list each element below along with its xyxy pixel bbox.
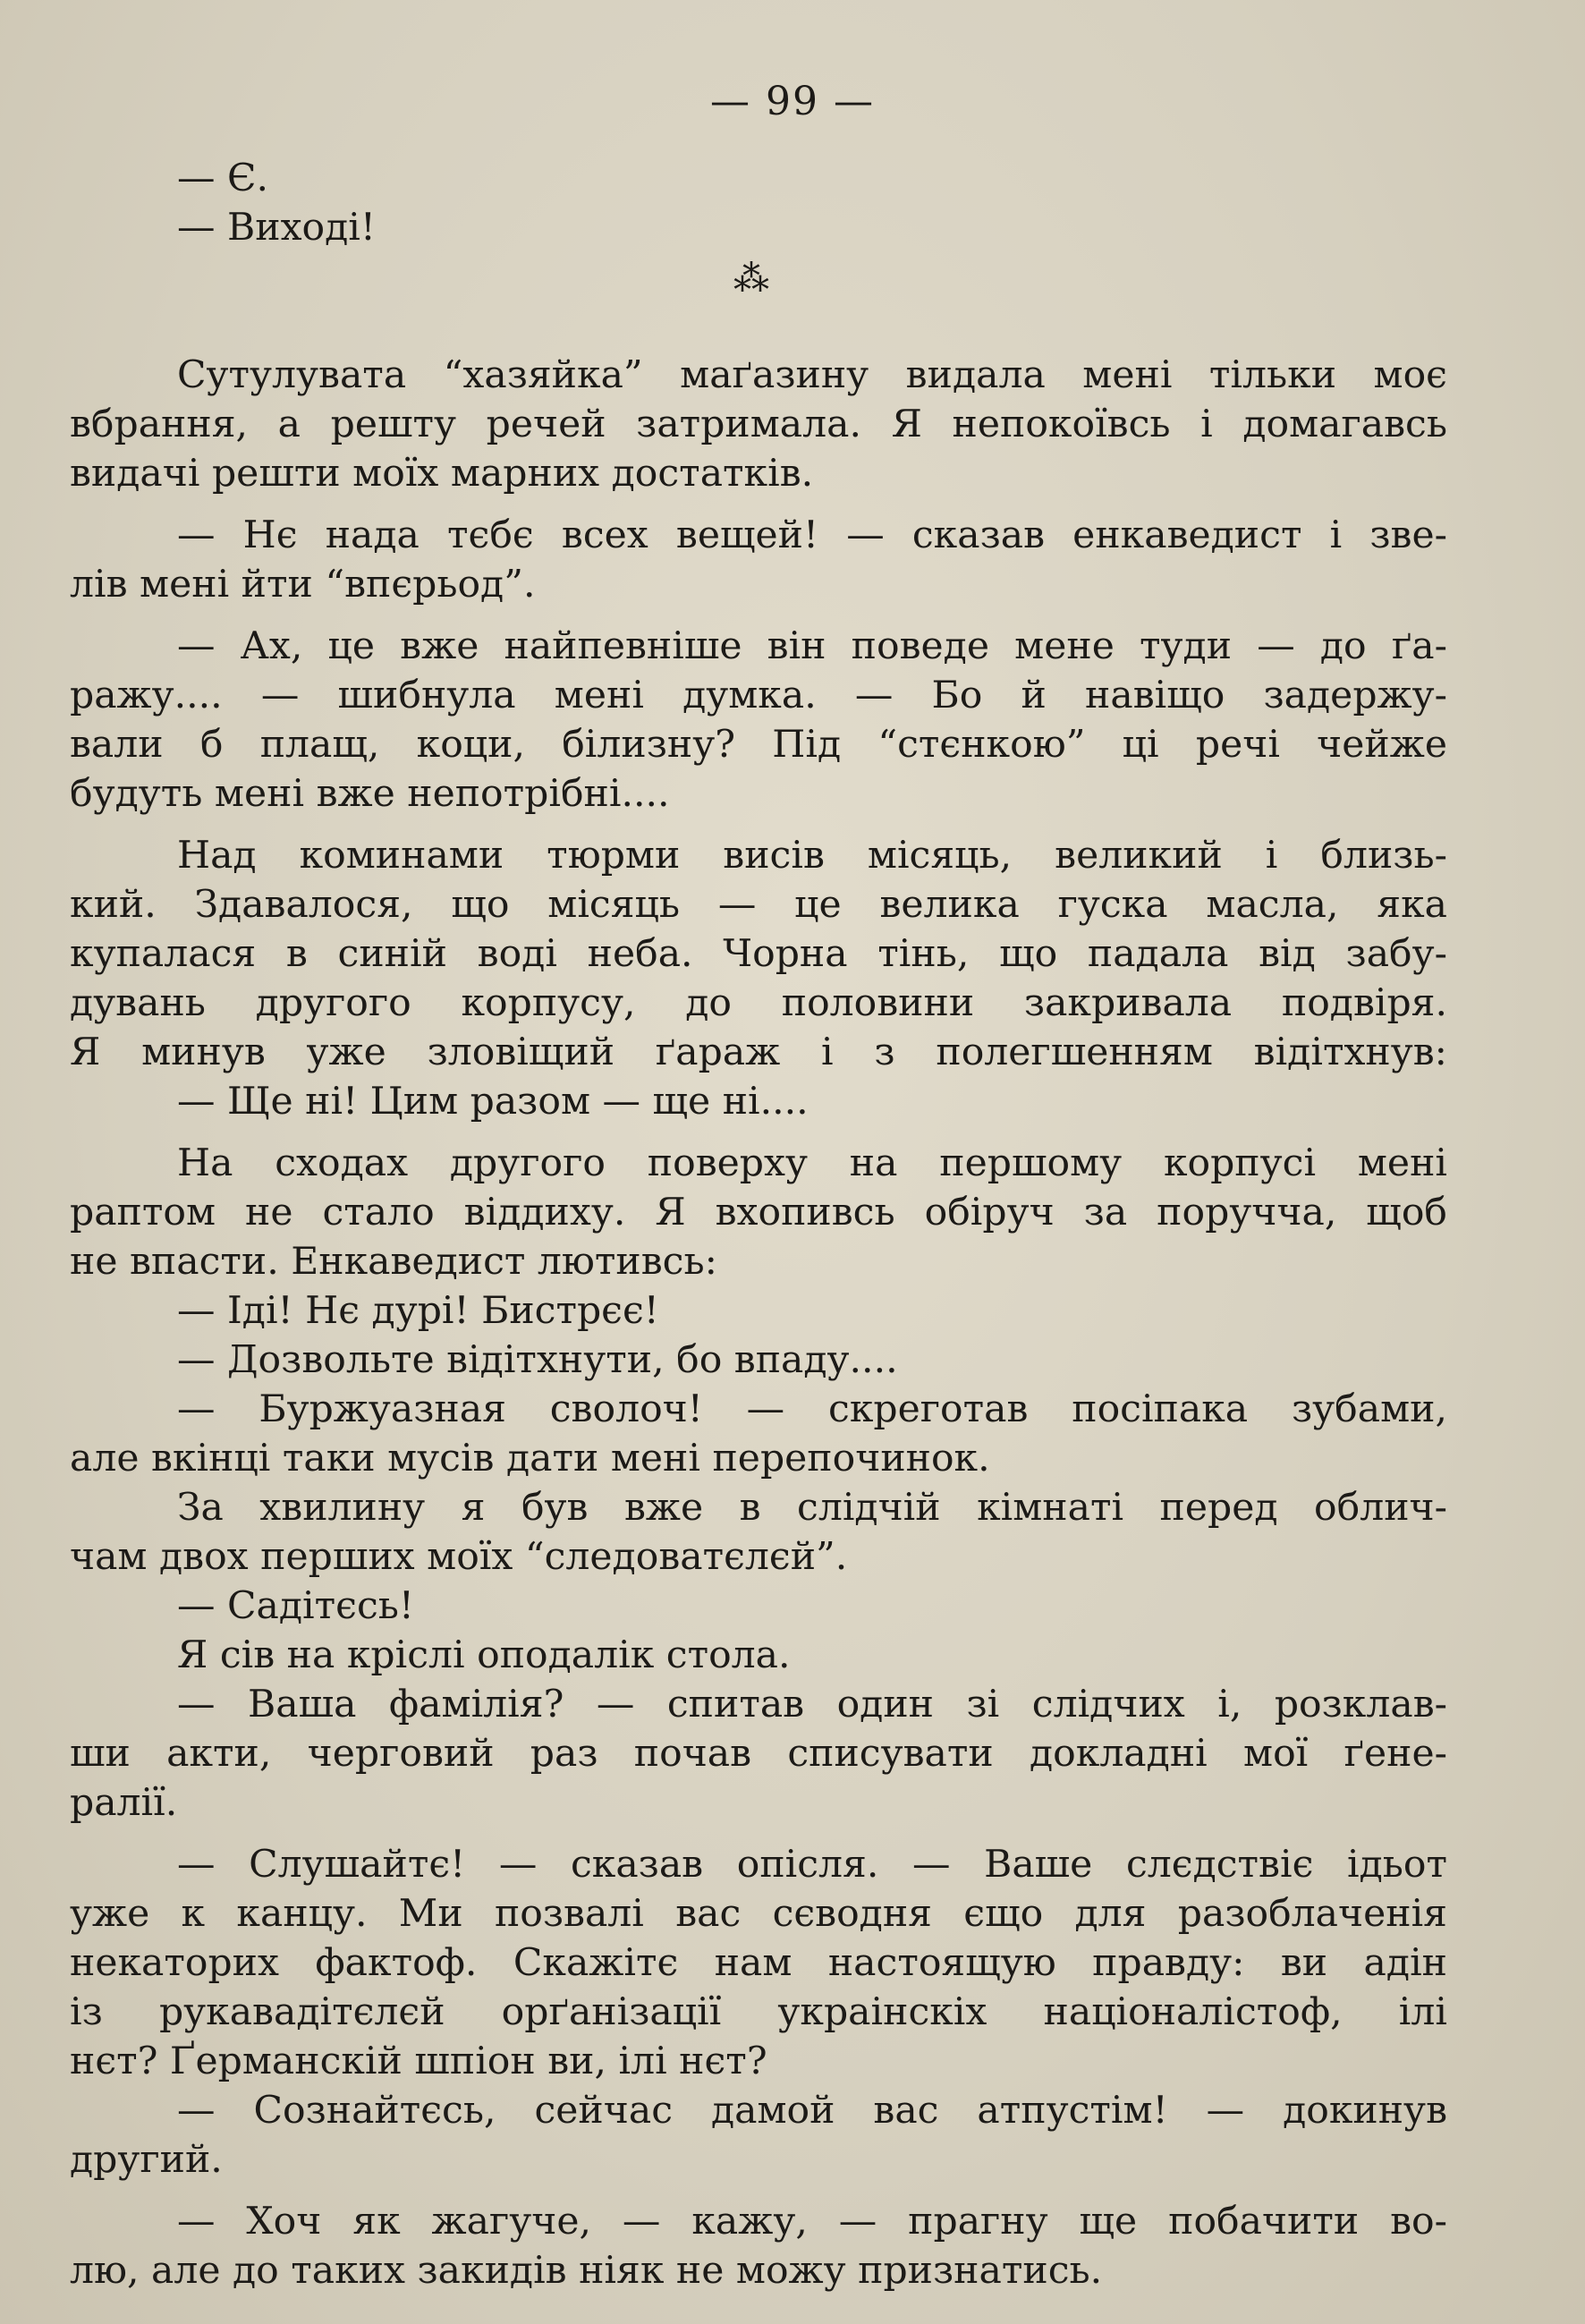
text-line: — Виході! xyxy=(177,206,376,250)
text-line: — Хоч як жагуче, — кажу, — прагну ще побачити во- xyxy=(177,2200,1447,2243)
paragraph-gap xyxy=(70,498,1447,511)
text-line xyxy=(70,301,1447,351)
paragraph-gap xyxy=(70,1828,1447,1840)
text-line: але вкінці таки мусів дати мені перепочинок. xyxy=(70,1437,990,1480)
text-line: раптом не стало віддиху. Я вхопивсь обіруч за поручча, щоб xyxy=(70,1191,1447,1234)
text-line: лів мені йти “впєрьод”. xyxy=(70,563,536,606)
text-line: — Слушайтє! — сказав опісля. — Ваше слєдствіє ідьот xyxy=(177,1843,1447,1887)
text-line: Я сів на кріслі оподалік стола. xyxy=(177,1633,791,1677)
text-line: нєт? Ґерманскій шпіон ви, ілі нєт? xyxy=(70,2040,767,2083)
text-line: Сутулувата “хазяйка” маґазину видала мені тільки моє xyxy=(177,353,1447,397)
text-line: — Сознайтєсь, сейчас дамой вас атпустім! — докинув xyxy=(177,2089,1447,2133)
paragraph-gap xyxy=(70,609,1447,622)
text-line: — Ваша фамілія? — спитав один зі слідчих і, розклав- xyxy=(177,1683,1447,1726)
text-line: дувань другого корпусу, до половини закривала подвіря. xyxy=(70,981,1447,1025)
text-line: будуть мені вже непотрібні.... xyxy=(70,772,670,816)
text-line: із рукавадітєлєй орґанізації украінскіх націоналістоф, ілі xyxy=(70,1990,1447,2034)
text-line: — Ах, це вже найпевніше він поведе мене туди — до ґа- xyxy=(177,624,1447,668)
asterism-ornament: ⁂ xyxy=(733,259,769,300)
text-line: уже к канцу. Ми позвалі вас сєводня єщо для разоблаченія xyxy=(70,1892,1447,1936)
text-line: — Іді! Нє дурі! Бистрєє! xyxy=(177,1289,659,1333)
paragraph-gap xyxy=(70,1126,1447,1139)
text-line: ражу.... — шибнула мені думка. — Бо й навіщо задержу- xyxy=(70,674,1447,717)
text-line: — Є. xyxy=(177,157,269,200)
text-line: вали б плащ, коци, білизну? Під “стєнкою” ці речі чейже xyxy=(70,723,1447,767)
text-line: — Буржуазная сволоч! — скреготав посіпака зубами, xyxy=(177,1387,1447,1431)
paragraph-gap xyxy=(70,818,1447,831)
text-line: лю, але до таких закидів ніяк не можу признатись. xyxy=(70,2249,1103,2293)
page-body-text xyxy=(70,154,1447,2295)
text-line: купалася в синій воді неба. Чорна тінь, що падала від забу- xyxy=(70,932,1447,976)
text-line: не впасти. Енкаведист лютивсь: xyxy=(70,1240,717,1284)
page-number: — 99 — xyxy=(710,79,875,124)
text-line: — Дозвольте відітхнути, бо впаду.... xyxy=(177,1338,898,1382)
text-line: — Ще ні! Цим разом — ще ні.... xyxy=(177,1080,809,1124)
text-line: вбрання, а решту речей затримала. Я непокоївсь і домагавсь xyxy=(70,403,1447,446)
text-line: — Нє нада тєбє всех вещей! — сказав енкаведист і зве- xyxy=(177,513,1447,557)
text-line: На сходах другого поверху на першому корпусі мені xyxy=(177,1141,1447,1185)
text-line: ши акти, черговий раз почав списувати докладні мої ґене- xyxy=(70,1732,1447,1776)
text-line: некаторих фактоф. Скажітє нам настоящую правду: ви адін xyxy=(70,1941,1447,1985)
text-line: чам двох перших моїх “следоватєлєй”. xyxy=(70,1535,848,1579)
paragraph-gap xyxy=(70,2184,1447,2197)
text-line: Я минув уже зловіщий ґараж і з полегшенням відітхнув: xyxy=(70,1031,1447,1074)
text-line xyxy=(70,252,1447,301)
text-line: За хвилину я був вже в слідчій кімнаті перед облич- xyxy=(177,1486,1447,1530)
text-line: — Садітєсь! xyxy=(177,1584,414,1628)
text-line: другий. xyxy=(70,2138,223,2182)
text-line: видачі решти моїх марних достатків. xyxy=(70,452,814,496)
text-line: Над коминами тюрми висів місяць, великий і близь- xyxy=(177,834,1447,878)
text-line: кий. Здавалося, що місяць — це велика гуска масла, яка xyxy=(70,883,1447,927)
text-line: ралії. xyxy=(70,1781,178,1825)
